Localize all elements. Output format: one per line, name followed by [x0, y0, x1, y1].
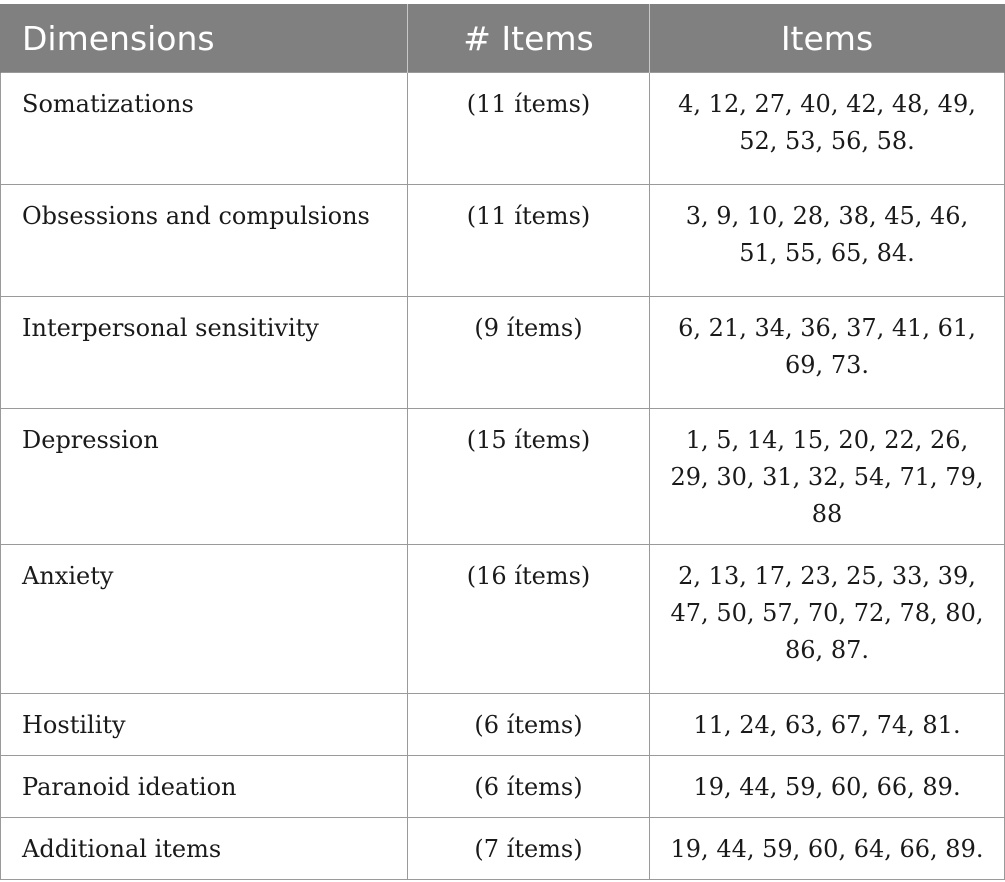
header-row — [1, 4, 1005, 73]
row-item-list: 11, 24, 63, 67, 74, 81. — [650, 694, 1005, 756]
row-item-count: (6 ítems) — [408, 694, 650, 756]
row-dimension: Anxiety — [1, 545, 408, 694]
row-item-list: 4, 12, 27, 40, 42, 48, 49, 52, 53, 56, 58. — [650, 73, 1005, 185]
table-row — [1, 818, 1005, 880]
table-row — [1, 694, 1005, 756]
table-body — [1, 73, 1005, 880]
row-item-count: (16 ítems) — [408, 545, 650, 694]
header-dimensions: Dimensions — [1, 4, 408, 73]
row-dimension: Depression — [1, 409, 408, 545]
row-dimension: Obsessions and compulsions — [1, 185, 408, 297]
header-items: Items — [650, 4, 1005, 73]
row-item-list: 3, 9, 10, 28, 38, 45, 46, 51, 55, 65, 84. — [650, 185, 1005, 297]
row-item-count: (6 ítems) — [408, 756, 650, 818]
table-row — [1, 409, 1005, 545]
row-dimension: Paranoid ideation — [1, 756, 408, 818]
row-dimension: Somatizations — [1, 73, 408, 185]
table-row — [1, 73, 1005, 185]
header-num-items: # Items — [408, 4, 650, 73]
row-item-count: (11 ítems) — [408, 73, 650, 185]
row-item-count: (7 ítems) — [408, 818, 650, 880]
row-item-list: 19, 44, 59, 60, 64, 66, 89. — [650, 818, 1005, 880]
table-row — [1, 545, 1005, 694]
table-header — [1, 4, 1005, 73]
dimensions-table — [0, 4, 1005, 880]
table-row — [1, 185, 1005, 297]
row-item-list: 1, 5, 14, 15, 20, 22, 26, 29, 30, 31, 32, 54, 71, 79, 88 — [650, 409, 1005, 545]
row-item-list: 19, 44, 59, 60, 66, 89. — [650, 756, 1005, 818]
row-item-list: 2, 13, 17, 23, 25, 33, 39, 47, 50, 57, 70, 72, 78, 80, 86, 87. — [650, 545, 1005, 694]
row-item-count: (11 ítems) — [408, 185, 650, 297]
row-dimension: Additional items — [1, 818, 408, 880]
table-row — [1, 297, 1005, 409]
row-item-count: (15 ítems) — [408, 409, 650, 545]
row-dimension: Hostility — [1, 694, 408, 756]
row-item-count: (9 ítems) — [408, 297, 650, 409]
row-item-list: 6, 21, 34, 36, 37, 41, 61, 69, 73. — [650, 297, 1005, 409]
table-row — [1, 756, 1005, 818]
row-dimension: Interpersonal sensitivity — [1, 297, 408, 409]
